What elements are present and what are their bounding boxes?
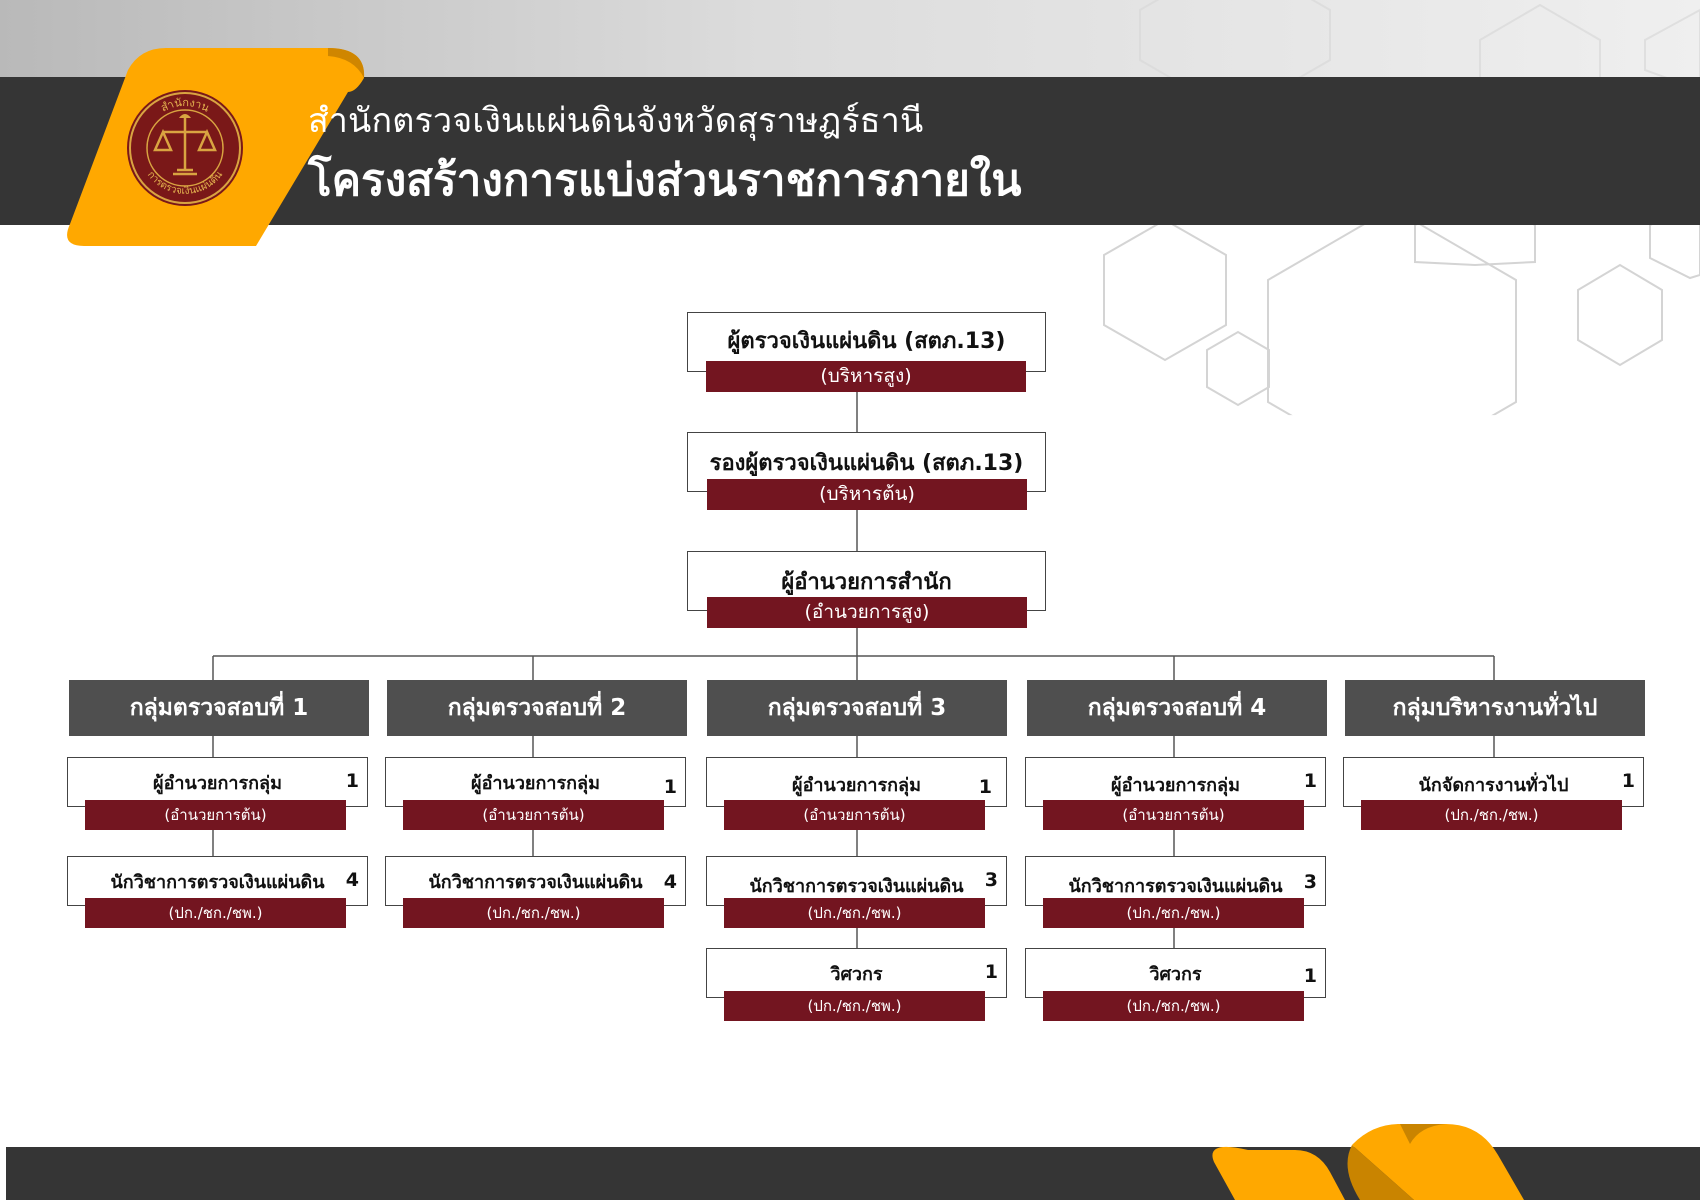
position-title: วิศวกร (830, 964, 883, 985)
position-level: (ปก./ชก./ชพ.) (1043, 991, 1304, 1021)
position-count: 3 (984, 869, 998, 891)
position-count: 1 (978, 776, 992, 798)
position-title: นักวิชาการตรวจเงินแผ่นดิน (1068, 876, 1283, 897)
seal-text-bottom: การตรวจเงินแผ่นดิน (144, 169, 226, 198)
position-title: ผู้อำนวยการกลุ่ม (153, 773, 282, 794)
position-level: (อำนวยการต้น) (403, 800, 664, 830)
position-title: นักวิชาการตรวจเงินแผ่นดิน (749, 876, 964, 897)
position-count: 3 (1303, 871, 1317, 893)
seal-text-top: สำนักงาน (158, 95, 212, 115)
position-title: นักจัดการงานทั่วไป (1418, 775, 1569, 796)
position-title: นักวิชาการตรวจเงินแผ่นดิน (110, 872, 325, 893)
position-count: 1 (663, 776, 677, 798)
position-level: (ปก./ชก./ชพ.) (724, 991, 985, 1021)
position-title: ผู้อำนวยการสำนัก (781, 570, 952, 595)
position-count: 1 (1303, 965, 1317, 987)
position-count: 1 (984, 961, 998, 983)
position-level: (บริหารต้น) (707, 479, 1027, 510)
position-level: (อำนวยการต้น) (724, 800, 985, 830)
page-title: โครงสร้างการแบ่งส่วนราชการภายใน (308, 155, 1022, 206)
position-title: นักวิชาการตรวจเงินแผ่นดิน (428, 872, 643, 893)
position-level: (ปก./ชก./ชพ.) (1361, 800, 1622, 830)
position-level: (อำนวยการสูง) (707, 597, 1027, 628)
office-name: สำนักตรวจเงินแผ่นดินจังหวัดสุราษฎร์ธานี (308, 101, 924, 141)
group-header-general-admin: กลุ่มบริหารงานทั่วไป (1345, 680, 1645, 736)
position-count: 4 (663, 871, 677, 893)
position-level: (ปก./ชก./ชพ.) (85, 898, 346, 928)
group-header-audit-2: กลุ่มตรวจสอบที่ 2 (387, 680, 687, 736)
position-title: ผู้อำนวยการกลุ่ม (471, 773, 600, 794)
position-level: (อำนวยการต้น) (1043, 800, 1304, 830)
position-level: (อำนวยการต้น) (85, 800, 346, 830)
position-level: (บริหารสูง) (706, 361, 1026, 392)
position-title: ผู้อำนวยการกลุ่ม (1111, 775, 1240, 796)
position-level: (ปก./ชก./ชพ.) (724, 898, 985, 928)
position-count: 4 (345, 869, 359, 891)
group-header-audit-1: กลุ่มตรวจสอบที่ 1 (69, 680, 369, 736)
position-title: รองผู้ตรวจเงินแผ่นดิน (สตภ.13) (709, 451, 1024, 476)
footer-accent-shapes (0, 1100, 1700, 1200)
position-title: ผู้ตรวจเงินแผ่นดิน (สตภ.13) (727, 329, 1006, 354)
position-count: 1 (1621, 770, 1635, 792)
position-title: ผู้อำนวยการกลุ่ม (792, 775, 921, 796)
group-header-audit-4: กลุ่มตรวจสอบที่ 4 (1027, 680, 1327, 736)
position-level: (ปก./ชก./ชพ.) (1043, 898, 1304, 928)
position-level: (ปก./ชก./ชพ.) (403, 898, 664, 928)
group-header-audit-3: กลุ่มตรวจสอบที่ 3 (707, 680, 1007, 736)
position-title: วิศวกร (1149, 964, 1202, 985)
position-count: 1 (1303, 770, 1317, 792)
position-count: 1 (345, 770, 359, 792)
